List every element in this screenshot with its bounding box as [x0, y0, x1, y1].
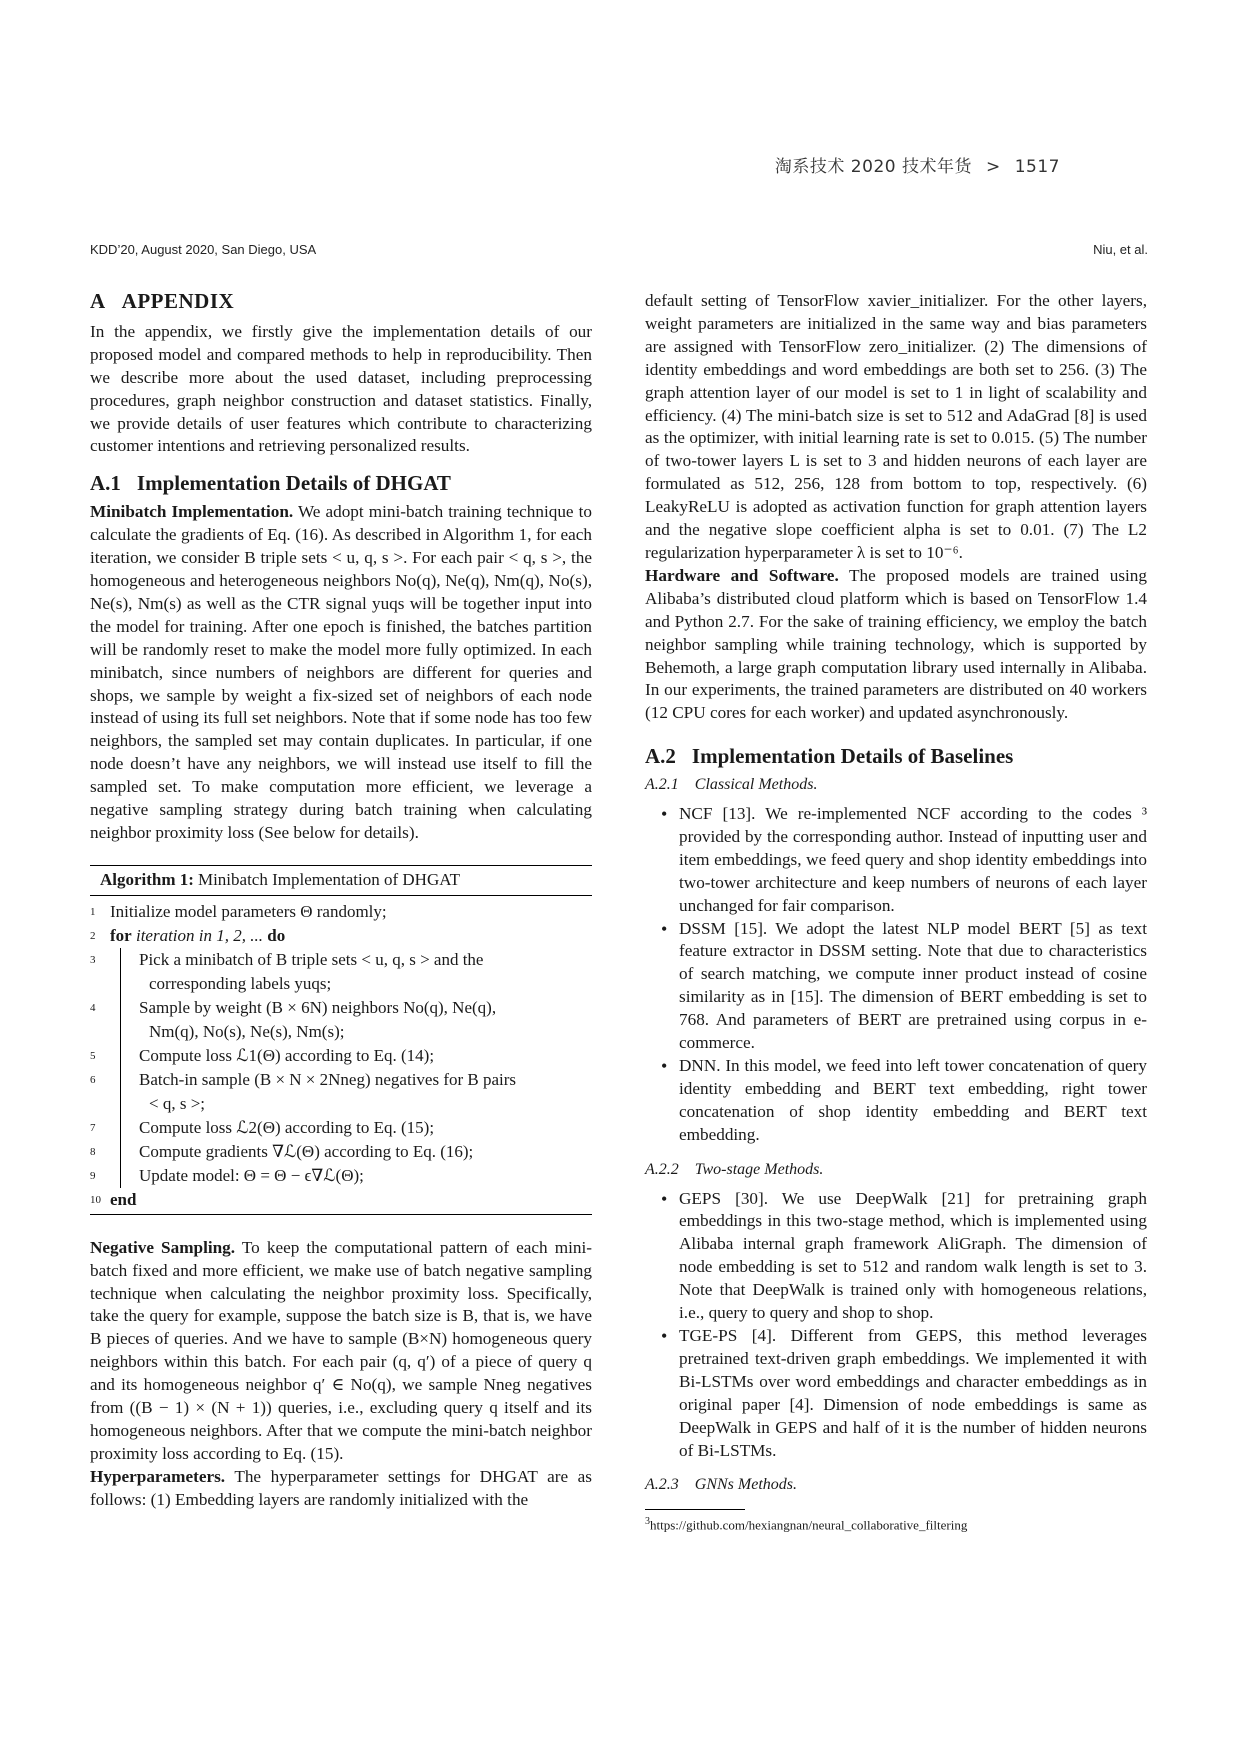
line-cont: Nm(q), No(s), Ne(s), Nm(s);	[149, 1021, 345, 1041]
list-item: • TGE-PS [4]. Different from GEPS, this method leverages pretrained text-driven graph embeddings. We implemented it with Bi-LSTMs over word embeddings and character embeddings as in original paper [4]. Dimension of node embeddings is same as DeepWalk in GEPS and half of it is the number of hidden neurons of Bi-LSTMs.	[679, 1325, 1147, 1462]
subsection-number: A.2	[645, 744, 676, 769]
subsubsection-number: A.2.1	[645, 776, 679, 794]
line-text	[139, 996, 592, 1044]
line-number: 7	[90, 1121, 96, 1134]
line-text: Initialize model parameters Θ randomly;	[110, 901, 387, 921]
algo-line	[90, 996, 592, 1044]
classical-methods-list	[645, 803, 1147, 1147]
line-cont: < q, s >;	[149, 1093, 206, 1113]
section-title: APPENDIX	[121, 289, 235, 313]
line-text	[139, 1068, 592, 1116]
block-bar	[120, 1164, 139, 1188]
line-text: Update model: Θ = Θ − ϵ∇ℒ(Θ);	[139, 1165, 364, 1185]
algorithm-title	[90, 866, 592, 896]
minibatch-paragraph	[90, 501, 592, 845]
algo-line	[90, 900, 592, 924]
loop-expression: iteration in 1, 2, ...	[135, 925, 263, 945]
algorithm-box	[90, 865, 592, 1215]
section-number: A	[90, 289, 106, 313]
keyword-end: end	[110, 1189, 137, 1209]
subsection-number: A.1	[90, 471, 121, 496]
algorithm-name: Minibatch Implementation of DHGAT	[197, 869, 460, 889]
algo-line	[90, 1188, 592, 1212]
footnote-url[interactable]: https://github.com/hexiangnan/neural_collaborative_filtering	[650, 1517, 968, 1533]
hardware-text: The proposed models are trained using Alibaba’s distributed cloud platform which is based on TensorFlow 1.4 and Python 2.7. For the sake of training efficiency, we employ the batch neighbor sampling while training technology, which is supported by Behemoth, a large graph computation library used internally in Alibaba. In our experiments, the trained parameters are distributed on 40 workers (12 CPU cores for each worker) and updated asynchronously.	[645, 565, 1147, 723]
two-stage-methods-list	[645, 1188, 1147, 1463]
page-number: 1517	[1014, 157, 1060, 177]
line-text	[110, 924, 592, 948]
appendix-intro: In the appendix, we firstly give the implementation details of our proposed model and compared methods to help in reproducibility. Then we describe more about the used dataset, including preprocessing procedures, graph neighbor construction and dataset statistics. Finally, we provide details of user features which contribute to characterizing customer intentions and retrieving personalized results.	[90, 321, 592, 456]
line-main: Pick a minibatch of B triple sets < u, q, s > and the	[139, 949, 484, 969]
line-number: 6	[90, 1073, 96, 1086]
subsection-a2-heading	[645, 745, 1147, 768]
left-column	[90, 290, 592, 1512]
subsection-title: Implementation Details of DHGAT	[136, 471, 451, 496]
hyperparameters-text: The hyperparameter settings for DHGAT are as follows: (1) Embedding layers are randomly initialized with the	[90, 1466, 592, 1509]
footnote	[645, 1514, 1147, 1533]
keyword-do: do	[267, 925, 286, 945]
algorithm-body	[90, 896, 592, 1214]
list-item: • DNN. In this model, we feed into left tower concatenation of query identity embedding and BERT text embedding, right tower concatenation of shop identity embedding and BERT text embedding.	[679, 1055, 1147, 1147]
subsubsection-title: GNNs Methods.	[694, 1476, 798, 1494]
algo-line	[90, 1068, 592, 1116]
hardware-label: Hardware and Software.	[645, 565, 839, 585]
block-bar	[120, 1140, 139, 1164]
line-main: Batch-in sample (B × N × 2Nneg) negatives for B pairs	[139, 1069, 517, 1089]
subsubsection-classical	[645, 774, 1147, 797]
algo-line	[90, 1164, 592, 1188]
book-header	[775, 152, 1060, 177]
footnote-mark: 3	[645, 1516, 650, 1528]
footnote-rule	[645, 1509, 745, 1510]
line-number: 3	[90, 953, 96, 966]
algo-line	[90, 1140, 592, 1164]
line-number: 9	[90, 1169, 96, 1182]
line-text: Compute gradients ∇ℒ(Θ) according to Eq. (16);	[139, 1141, 474, 1161]
algo-line	[90, 1116, 592, 1140]
keyword-for: for	[110, 925, 132, 945]
subsubsection-gnns	[645, 1474, 1147, 1497]
block-bar	[120, 948, 139, 996]
negative-sampling-text: To keep the computational pattern of each mini-batch fixed and more efficient, we make use of batch negative sampling technique when calculating the neighbor proximity loss. Specifically, take the query for example, suppose the batch size is B, that is, we have B pieces of queries. And we have to sample (B×N) homogeneous query neighbors within this batch. For each pair (q, q′) of a piece of query q and its homogeneous neighbor q′ ∈ No(q), we sample Nneg negatives from ((B − 1) × (N + 1)) queries, i.e., excluding query q itself and its homogeneous neighbors. After that we compute the mini-batch neighbor proximity loss according to Eq. (15).	[90, 1237, 592, 1463]
subsection-title: Implementation Details of Baselines	[691, 744, 1014, 769]
minibatch-label: Minibatch Implementation.	[90, 502, 294, 522]
subsubsection-number: A.2.3	[645, 1476, 679, 1494]
subsubsection-title: Two-stage Methods.	[694, 1160, 824, 1178]
list-item: • NCF [13]. We re-implemented NCF according to the codes ³ provided by the corresponding author. Instead of inputting user and item embeddings, we feed query and shop identity embeddings into two-tower architecture and keep numbers of neurons of each layer unchanged for fair comparison.	[679, 803, 1147, 918]
block-bar	[120, 1116, 139, 1140]
running-head-left: KDD’20, August 2020, San Diego, USA	[90, 242, 317, 257]
line-main: Sample by weight (B × 6N) neighbors No(q), Ne(q),	[139, 997, 497, 1017]
list-item: • GEPS [30]. We use DeepWalk [21] for pretraining graph embeddings in this two-stage method, which is implemented using Alibaba internal graph framework AliGraph. The dimension of node embedding is set to 512 and random walk length is set to 3. Note that DeepWalk is trained only with homogeneous relations, i.e., query to query and shop to shop.	[679, 1188, 1147, 1325]
subsubsection-number: A.2.2	[645, 1160, 679, 1178]
block-bar	[120, 996, 139, 1044]
line-number: 10	[90, 1193, 101, 1206]
block-bar	[120, 1068, 139, 1116]
hyperparameters-label: Hyperparameters.	[90, 1466, 226, 1486]
algo-line	[90, 948, 592, 996]
running-head-right: Niu, et al.	[1093, 242, 1148, 257]
algo-line	[90, 1044, 592, 1068]
negative-sampling-label: Negative Sampling.	[90, 1237, 236, 1257]
minibatch-text: We adopt mini-batch training technique to calculate the gradients of Eq. (16). As described in Algorithm 1, for each iteration, we consider B triple sets < u, q, s >. For each pair < q, s >, the homogeneous and heterogeneous neighbors No(q), Ne(q), Nm(q), No(s), Ne(s), Nm(s) as well as the CTR signal yuqs will be together input into the model for training. After one epoch is finished, the batches partition will be randomly reset to make the model more fully optimized. In each minibatch, since numbers of neighbors are different for queries and shops, we sample by weight a fix-sized set of neighbors of each node instead of using its full set neighbors. Note that if some node has too few neighbors, the sampled set may contain duplicates. In particular, if one node doesn’t have any neighbors, we will instead use itself to fill the sampled set. To make computation more efficient, we leverage a negative sampling strategy during batch training when calculating neighbor proximity loss (See below for details).	[90, 502, 592, 842]
line-number: 8	[90, 1145, 96, 1158]
subsubsection-title: Classical Methods.	[694, 776, 818, 794]
line-number: 5	[90, 1049, 96, 1062]
line-cont: corresponding labels yuqs;	[149, 973, 332, 993]
hyperparameters-continued: default setting of TensorFlow xavier_initializer. For the other layers, weight parameters are initialized in the same way and bias parameters are assigned with TensorFlow zero_initializer. (2) The dimensions of identity embeddings and word embeddings are both set to 256. (3) The graph attention layer of our model is set to 1 in light of scalability and efficiency. (4) The mini-batch size is set to 512 and AdaGrad [8] is used as the optimizer, with initial learning rate is set to 0.015. (5) The number of two-tower layers L is set to 3 and hidden neurons of each layer are formulated as 512, 256, 128 from bottom to top, respectively. (6) LeakyReLU is adopted as activation function for graph attention layers and the negative slope coefficient alpha is set to 0.01. (7) The L2 regularization hyperparameter λ is set to 10⁻⁶.	[645, 291, 1147, 562]
subsection-a1-heading	[90, 472, 592, 495]
header-separator: >	[985, 157, 1001, 177]
line-number: 2	[90, 929, 96, 942]
subsubsection-two-stage	[645, 1159, 1147, 1182]
list-item: • DSSM [15]. We adopt the latest NLP model BERT [5] as text feature extractor in DSSM setting. Note that due to characteristics of search matching, we compute inner product instead of cosine similarity as in [15]. The dimension of BERT embedding is set to 768. And parameters of BERT are pretrained using corpus in e-commerce.	[679, 918, 1147, 1055]
negative-sampling-paragraph	[90, 1237, 592, 1466]
line-text: Compute loss ℒ1(Θ) according to Eq. (14);	[139, 1045, 435, 1065]
block-bar	[120, 1044, 139, 1068]
hardware-paragraph	[645, 565, 1147, 725]
book-title: 淘系技术 2020 技术年货	[774, 157, 972, 177]
appendix-heading	[90, 290, 592, 313]
hyperparameters-paragraph	[90, 1466, 592, 1512]
algorithm-label: Algorithm 1:	[100, 869, 194, 889]
line-text	[139, 948, 592, 996]
algo-line	[90, 924, 592, 948]
line-number: 1	[90, 905, 96, 918]
right-column	[645, 290, 1147, 1534]
line-number: 4	[90, 1001, 96, 1014]
line-text: Compute loss ℒ2(Θ) according to Eq. (15);	[139, 1117, 435, 1137]
